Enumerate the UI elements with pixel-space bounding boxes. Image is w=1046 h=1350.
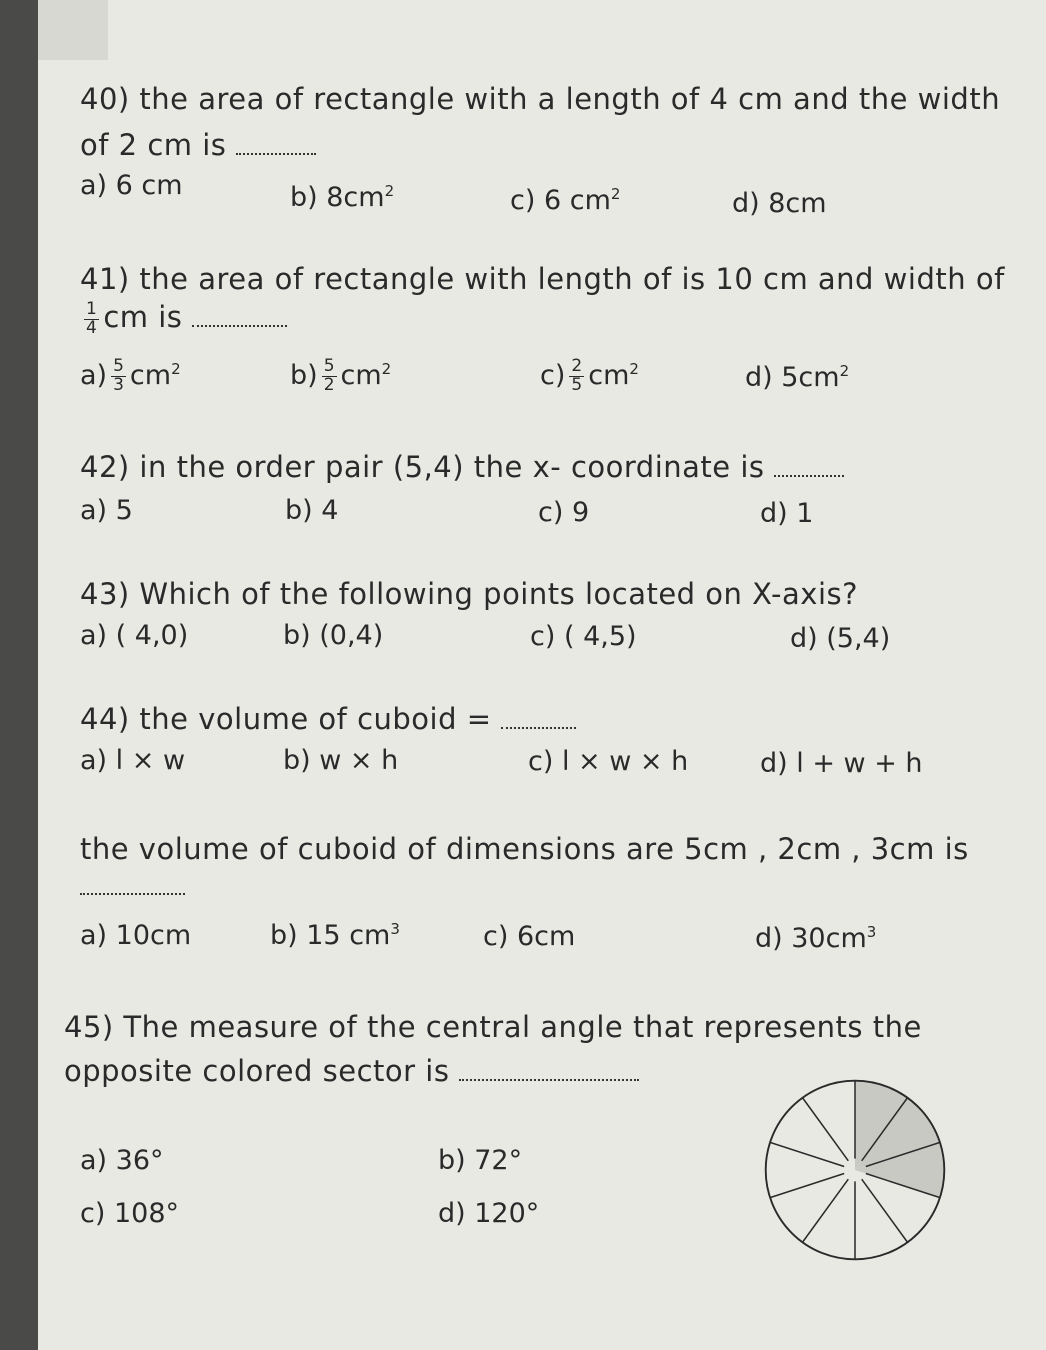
option-44-sub-b-text: b) 15 cm xyxy=(270,920,391,951)
answer-blank xyxy=(501,726,576,729)
fraction-numerator: 5 xyxy=(323,356,335,376)
sector-divider xyxy=(770,1142,844,1166)
option-41-b xyxy=(290,358,391,395)
option-44-d: d) l + w + h xyxy=(760,748,923,779)
option-41-b-fraction xyxy=(322,358,337,395)
option-40-c-exponent: 2 xyxy=(610,185,621,203)
option-44-sub-b-exponent: 3 xyxy=(390,920,400,938)
answer-blank xyxy=(774,474,844,477)
fraction-denominator: 5 xyxy=(571,374,583,395)
option-40-b-exponent: 2 xyxy=(384,182,395,200)
option-44-a: a) l × w xyxy=(80,745,186,776)
answer-blank xyxy=(236,152,316,155)
sector-divider xyxy=(862,1179,908,1242)
option-41-c xyxy=(540,358,639,395)
option-44-sub-d-exponent: 3 xyxy=(866,923,877,941)
option-44-sub-a: a) 10cm xyxy=(80,920,192,951)
answer-blank xyxy=(80,892,185,895)
question-45-line1: 45) The measure of the central angle that represents the xyxy=(64,1010,922,1044)
option-41-c-exponent: 2 xyxy=(629,359,639,378)
question-45-line2 xyxy=(64,1054,639,1088)
question-40-line1: 40) the area of rectangle with a length of 4 cm and the width xyxy=(80,82,1001,116)
option-45-d: d) 120° xyxy=(438,1198,540,1229)
option-43-c: c) ( 4,5) xyxy=(530,621,637,652)
fraction-denominator: 2 xyxy=(323,374,335,395)
fraction-denominator: 4 xyxy=(86,317,98,338)
option-44-sub-b xyxy=(270,920,400,951)
sector-circle-figure xyxy=(760,1075,950,1265)
option-42-c: c) 9 xyxy=(538,497,590,528)
option-40-c xyxy=(510,185,620,216)
sector-divider xyxy=(803,1098,849,1161)
option-41-c-label: c) xyxy=(540,359,566,391)
option-44-sub-c: c) 6cm xyxy=(483,921,576,952)
option-41-b-label: b) xyxy=(290,359,318,391)
option-41-a-fraction xyxy=(111,358,126,395)
option-41-d-text: d) 5cm xyxy=(745,362,840,393)
answer-blank xyxy=(192,324,287,327)
fraction-numerator: 2 xyxy=(571,356,583,376)
question-40-line2-text: of 2 cm is xyxy=(80,128,227,162)
question-41-line1: 41) the area of rectangle with length of is 10 cm and width of xyxy=(80,262,1005,296)
option-44-sub-d xyxy=(755,923,876,954)
fraction-one-quarter xyxy=(84,298,99,338)
question-44-sub: the volume of cuboid of dimensions are 5cm , 2cm , 3cm is xyxy=(80,832,969,866)
question-42-text: 42) in the order pair (5,4) the x- coordinate is xyxy=(80,450,765,484)
option-44-sub-d-text: d) 30cm xyxy=(755,923,867,954)
question-45-line2-text: opposite colored sector is xyxy=(64,1054,450,1088)
fraction-numerator: 5 xyxy=(113,356,124,376)
option-44-b: b) w × h xyxy=(283,745,399,776)
option-40-b xyxy=(290,182,394,213)
question-42 xyxy=(80,450,844,484)
option-41-c-fraction xyxy=(569,358,584,395)
option-45-c: c) 108° xyxy=(80,1198,179,1229)
option-41-b-unit: cm xyxy=(340,359,382,391)
option-44-c: c) l × w × h xyxy=(528,746,689,777)
sector-divider xyxy=(770,1174,844,1198)
fraction-denominator: 3 xyxy=(113,374,124,395)
option-41-a-unit: cm xyxy=(129,359,172,391)
option-41-b-exponent: 2 xyxy=(381,359,392,378)
option-45-a: a) 36° xyxy=(80,1145,164,1176)
option-40-d: d) 8cm xyxy=(732,188,827,219)
option-41-a xyxy=(80,358,181,395)
question-40-line2 xyxy=(80,128,316,162)
option-41-d-exponent: 2 xyxy=(839,362,850,380)
question-44-text: 44) the volume of cuboid = xyxy=(80,702,492,736)
question-41-line2 xyxy=(80,300,287,337)
option-42-a: a) 5 xyxy=(80,495,133,526)
option-41-a-exponent: 2 xyxy=(171,359,181,378)
option-42-d: d) 1 xyxy=(760,498,814,529)
question-44-sub-blank-line xyxy=(80,868,185,902)
option-42-b: b) 4 xyxy=(285,495,339,526)
option-45-b: b) 72° xyxy=(438,1145,523,1176)
question-44 xyxy=(80,702,576,736)
option-40-c-text: c) 6 cm xyxy=(510,185,611,216)
option-41-c-unit: cm xyxy=(588,359,630,391)
option-43-d: d) (5,4) xyxy=(790,623,891,654)
option-43-a: a) ( 4,0) xyxy=(80,620,189,651)
option-40-a: a) 6 cm xyxy=(80,170,183,201)
option-41-d xyxy=(745,362,849,393)
answer-blank xyxy=(459,1078,639,1081)
option-40-b-text: b) 8cm xyxy=(290,182,385,213)
page-fold xyxy=(38,0,108,60)
question-43: 43) Which of the following points located on X-axis? xyxy=(80,577,859,611)
option-41-a-label: a) xyxy=(80,359,108,391)
fraction-numerator: 1 xyxy=(86,298,98,319)
question-41-line2-text: cm is xyxy=(103,300,183,334)
sector-divider xyxy=(803,1179,849,1242)
option-43-b: b) (0,4) xyxy=(283,620,384,651)
